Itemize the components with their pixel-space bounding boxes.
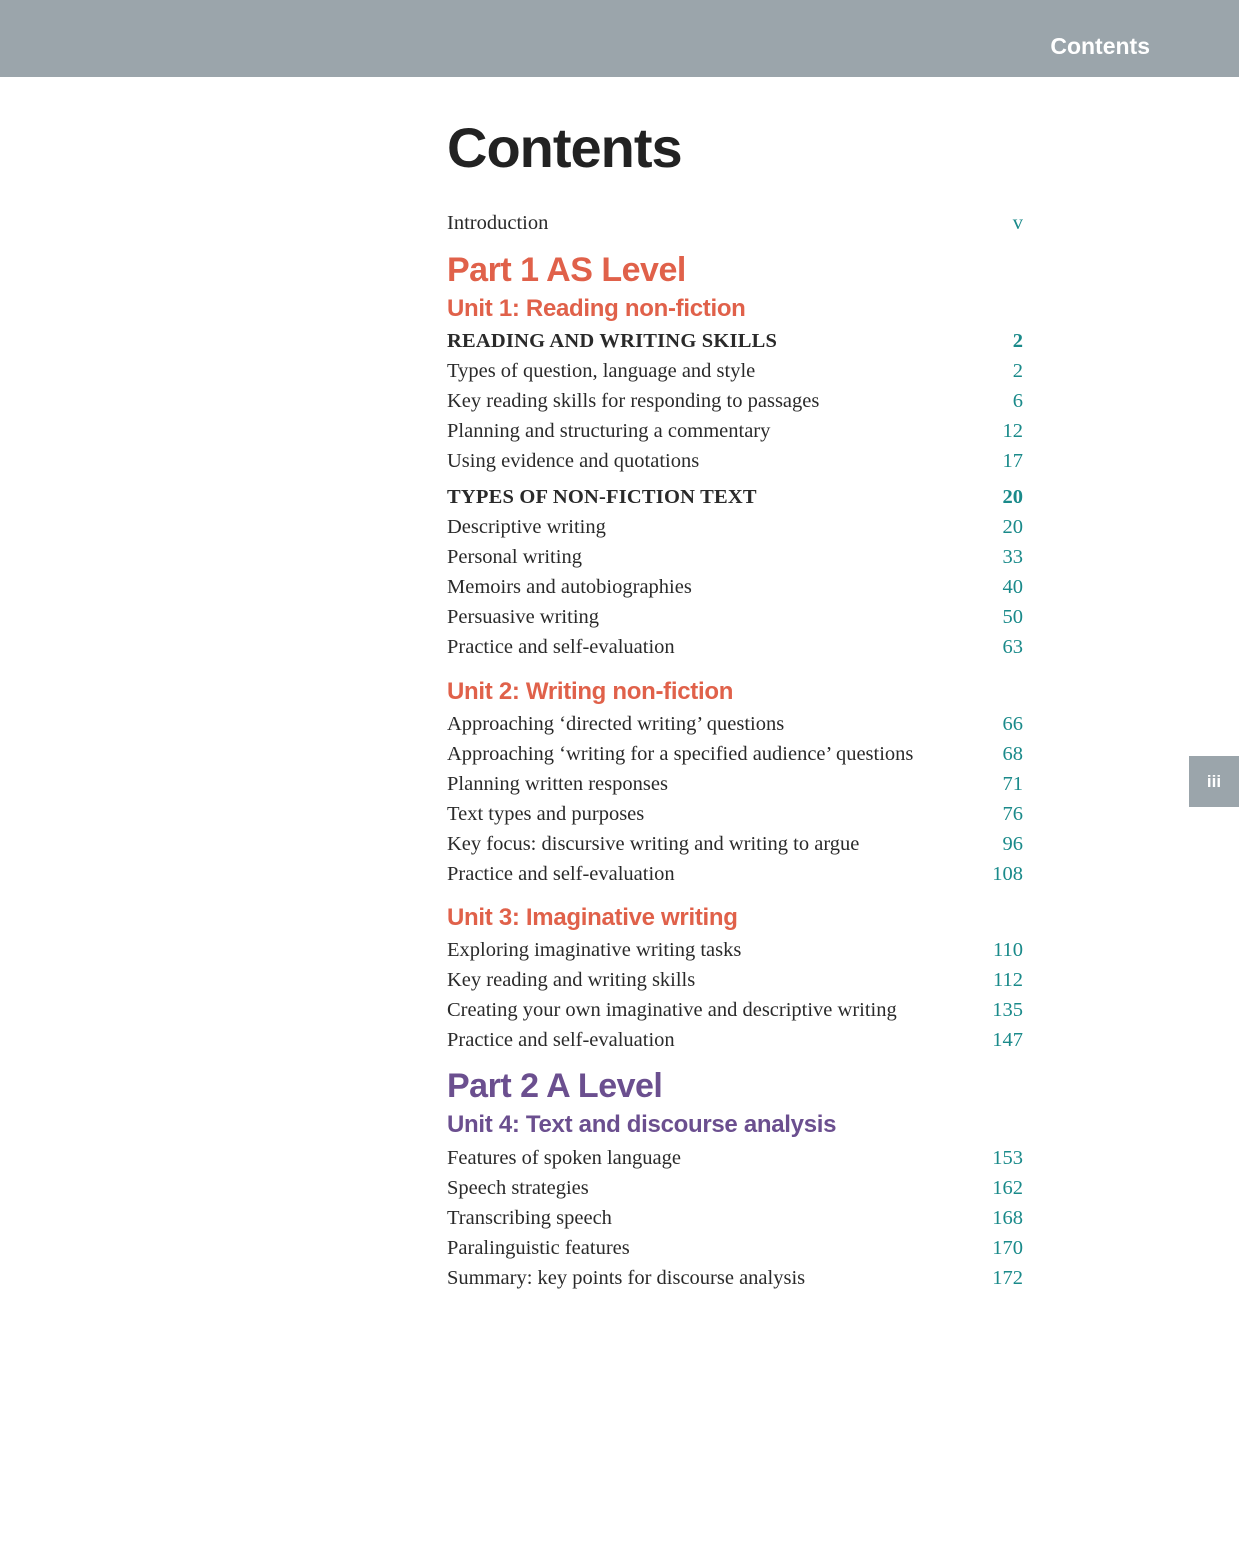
toc-entry[interactable] [447, 801, 1023, 827]
toc-entry-label: Memoirs and autobiographies [447, 576, 692, 598]
toc-entry-page: 162 [992, 1177, 1023, 1199]
toc-entry-page: v [1012, 212, 1023, 234]
toc-entry[interactable] [447, 514, 1023, 540]
toc-entry[interactable] [447, 771, 1023, 797]
toc-entry-label: Key focus: discursive writing and writing to argue [447, 833, 860, 855]
toc-entry[interactable] [447, 328, 1023, 354]
toc-entry-label: TYPES OF NON-FICTION TEXT [447, 486, 757, 508]
toc-entry-page: 33 [1002, 546, 1023, 568]
toc-entry-label: Key reading skills for responding to passages [447, 390, 820, 412]
toc-entry-label: Speech strategies [447, 1177, 589, 1199]
toc-entry-label: Planning written responses [447, 773, 668, 795]
toc-entry-page: 112 [993, 969, 1023, 991]
toc-entry[interactable] [447, 1265, 1023, 1291]
toc-entry[interactable] [447, 741, 1023, 767]
page-title: Contents [447, 116, 682, 179]
toc-entry[interactable] [447, 1235, 1023, 1261]
unit3-heading: Unit 3: Imaginative writing [447, 904, 738, 931]
toc-entry-label: Introduction [447, 212, 549, 234]
toc-entry-label: Approaching ‘writing for a specified audience’ questions [447, 743, 914, 765]
toc-entry[interactable] [447, 997, 1023, 1023]
running-header: Contents [1050, 33, 1150, 59]
toc-entry-page: 63 [1002, 636, 1023, 658]
toc-entry-label: READING AND WRITING SKILLS [447, 330, 778, 352]
unit1-heading: Unit 1: Reading non-fiction [447, 295, 746, 322]
toc-entry-page: 172 [992, 1267, 1023, 1289]
toc-entry[interactable] [447, 574, 1023, 600]
toc-entry-page: 40 [1002, 576, 1023, 598]
toc-entry-page: 168 [992, 1207, 1023, 1229]
toc-entry-introduction[interactable] [447, 210, 1023, 236]
toc-entry-page: 71 [1002, 773, 1023, 795]
toc-entry-page: 20 [1002, 516, 1023, 538]
toc-entry[interactable] [447, 604, 1023, 630]
toc-entry[interactable] [447, 484, 1023, 510]
part1-heading: Part 1 AS Level [447, 251, 686, 289]
toc-entry-label: Paralinguistic features [447, 1237, 630, 1259]
toc-entry-page: 170 [992, 1237, 1023, 1259]
toc-entry-label: Transcribing speech [447, 1207, 612, 1229]
toc-entry-label: Exploring imaginative writing tasks [447, 939, 742, 961]
toc-entry[interactable] [447, 418, 1023, 444]
toc-entry-page: 17 [1002, 450, 1023, 472]
toc-entry[interactable] [447, 711, 1023, 737]
toc-entry-label: Features of spoken language [447, 1147, 681, 1169]
toc-entry-label: Personal writing [447, 546, 582, 568]
toc-entry-page: 96 [1002, 833, 1023, 855]
toc-entry-label: Approaching ‘directed writing’ questions [447, 713, 785, 735]
toc-entry-page: 12 [1002, 420, 1023, 442]
toc-entry-label: Practice and self-evaluation [447, 863, 675, 885]
header-bar [0, 0, 1239, 77]
toc-entry-label: Persuasive writing [447, 606, 600, 628]
toc-entry-page: 68 [1002, 743, 1023, 765]
toc-entry[interactable] [447, 937, 1023, 963]
toc-entry[interactable] [447, 831, 1023, 857]
toc-entry-label: Types of question, language and style [447, 360, 756, 382]
toc-entry-label: Summary: key points for discourse analysis [447, 1267, 806, 1289]
toc-entry-page: 2 [1012, 360, 1023, 382]
toc-entry-page: 110 [993, 939, 1023, 961]
toc-entry[interactable] [447, 1027, 1023, 1053]
toc-entry-page: 50 [1002, 606, 1023, 628]
toc-entry[interactable] [447, 544, 1023, 570]
toc-entry[interactable] [447, 634, 1023, 660]
toc-entry-page: 135 [992, 999, 1023, 1021]
toc-entry-page: 6 [1012, 390, 1023, 412]
toc-entry[interactable] [447, 358, 1023, 384]
toc-entry[interactable] [447, 1175, 1023, 1201]
toc-entry-page: 153 [992, 1147, 1023, 1169]
toc-entry[interactable] [447, 967, 1023, 993]
toc-entry-label: Using evidence and quotations [447, 450, 700, 472]
toc-entry-page: 147 [992, 1029, 1023, 1051]
toc-entry-label: Planning and structuring a commentary [447, 420, 771, 442]
unit2-heading: Unit 2: Writing non-fiction [447, 678, 734, 705]
toc-entry-page: 20 [1002, 486, 1023, 508]
toc-entry-page: 2 [1012, 330, 1023, 352]
toc-entry[interactable] [447, 861, 1023, 887]
toc-entry-page: 108 [992, 863, 1023, 885]
page-number-tab: iii [1189, 756, 1239, 807]
toc-entry-label: Text types and purposes [447, 803, 645, 825]
unit4-heading: Unit 4: Text and discourse analysis [447, 1111, 837, 1138]
toc-entry-label: Descriptive writing [447, 516, 606, 538]
toc-entry-label: Practice and self-evaluation [447, 1029, 675, 1051]
toc-entry-label: Creating your own imaginative and descriptive writing [447, 999, 897, 1021]
toc-entry[interactable] [447, 448, 1023, 474]
toc-entry[interactable] [447, 388, 1023, 414]
toc-entry-label: Key reading and writing skills [447, 969, 696, 991]
toc-entry[interactable] [447, 1205, 1023, 1231]
toc-entry-label: Practice and self-evaluation [447, 636, 675, 658]
toc-entry-page: 66 [1002, 713, 1023, 735]
part2-heading: Part 2 A Level [447, 1067, 663, 1105]
toc-entry[interactable] [447, 1145, 1023, 1171]
toc-entry-page: 76 [1002, 803, 1023, 825]
